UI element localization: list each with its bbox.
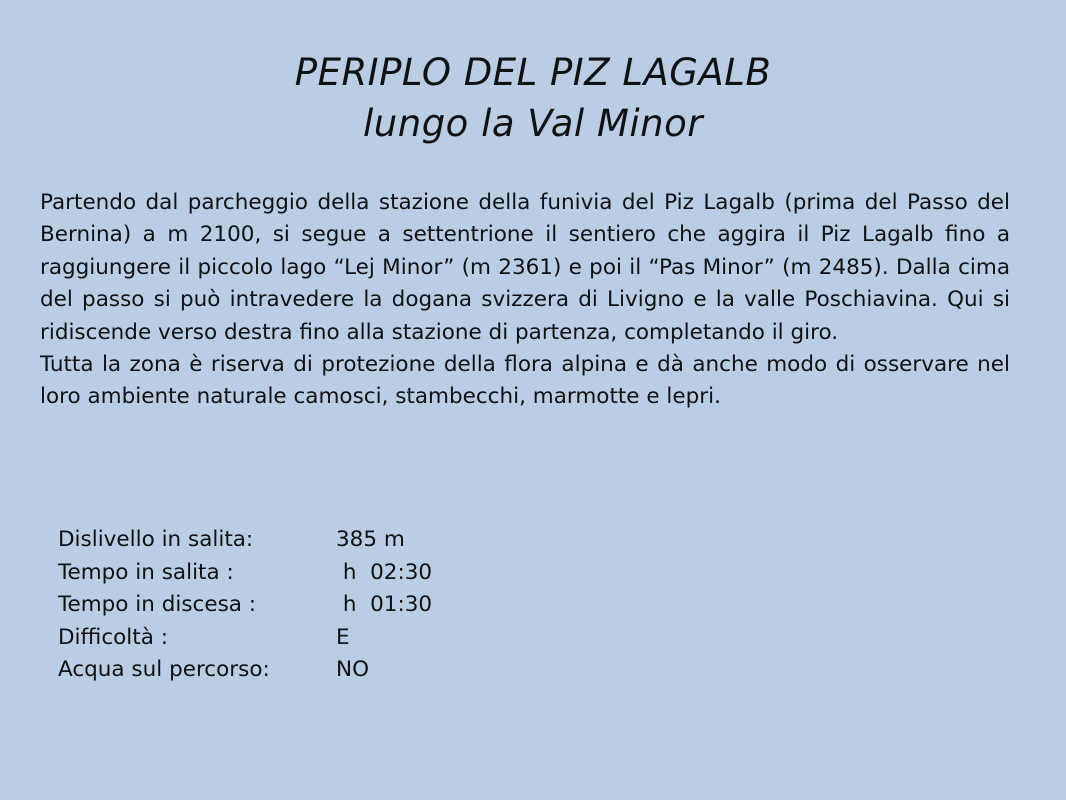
stat-label: Tempo in discesa : — [58, 592, 257, 617]
stat-value: E — [336, 624, 350, 650]
description-paragraph-2: Tutta la zona è riserva di protezione della flora alpina e dà anche modo di osservare nel loro ambiente naturale camosci, stambecchi, marmotte e lepri. — [40, 352, 1010, 410]
stat-label: Difficoltà : — [58, 624, 168, 650]
route-stats — [58, 524, 432, 687]
stat-value: 385 m — [336, 527, 405, 552]
description-paragraph-1: Partendo dal parcheggio della stazione della funivia del Piz Lagalb (prima del Passo del Bernina) a m 2100, si segue a settentrione il sentiero che aggira il Piz Lagalb fino a raggiungere il piccolo lago “Lej Minor” (m 2361) e poi il “Pas Minor” (m 2485). Dalla cima del passo si può intravedere la dogana svizzera di Livigno e la valle Poschiavina. Qui si ridiscende verso destra fino alla stazione di partenza, completando il giro. — [40, 190, 1010, 345]
description — [40, 187, 1010, 414]
title-line-2: lungo la Val Minor — [363, 102, 703, 145]
stat-label: Acqua sul percorso: — [58, 657, 270, 682]
stat-row-elevation — [58, 524, 432, 557]
stat-row-difficulty — [58, 622, 432, 655]
stat-row-descent-time — [58, 589, 432, 622]
title-line-1: PERIPLO DEL PIZ LAGALB — [294, 51, 772, 94]
stat-row-ascent-time — [58, 557, 432, 590]
stat-value: NO — [336, 657, 370, 682]
stat-row-water — [58, 654, 432, 687]
stat-label: Tempo in salita : — [58, 559, 234, 585]
stat-value: h 02:30 — [336, 559, 433, 585]
stat-label: Dislivello in salita: — [58, 527, 254, 552]
stat-value: h 01:30 — [336, 592, 433, 617]
